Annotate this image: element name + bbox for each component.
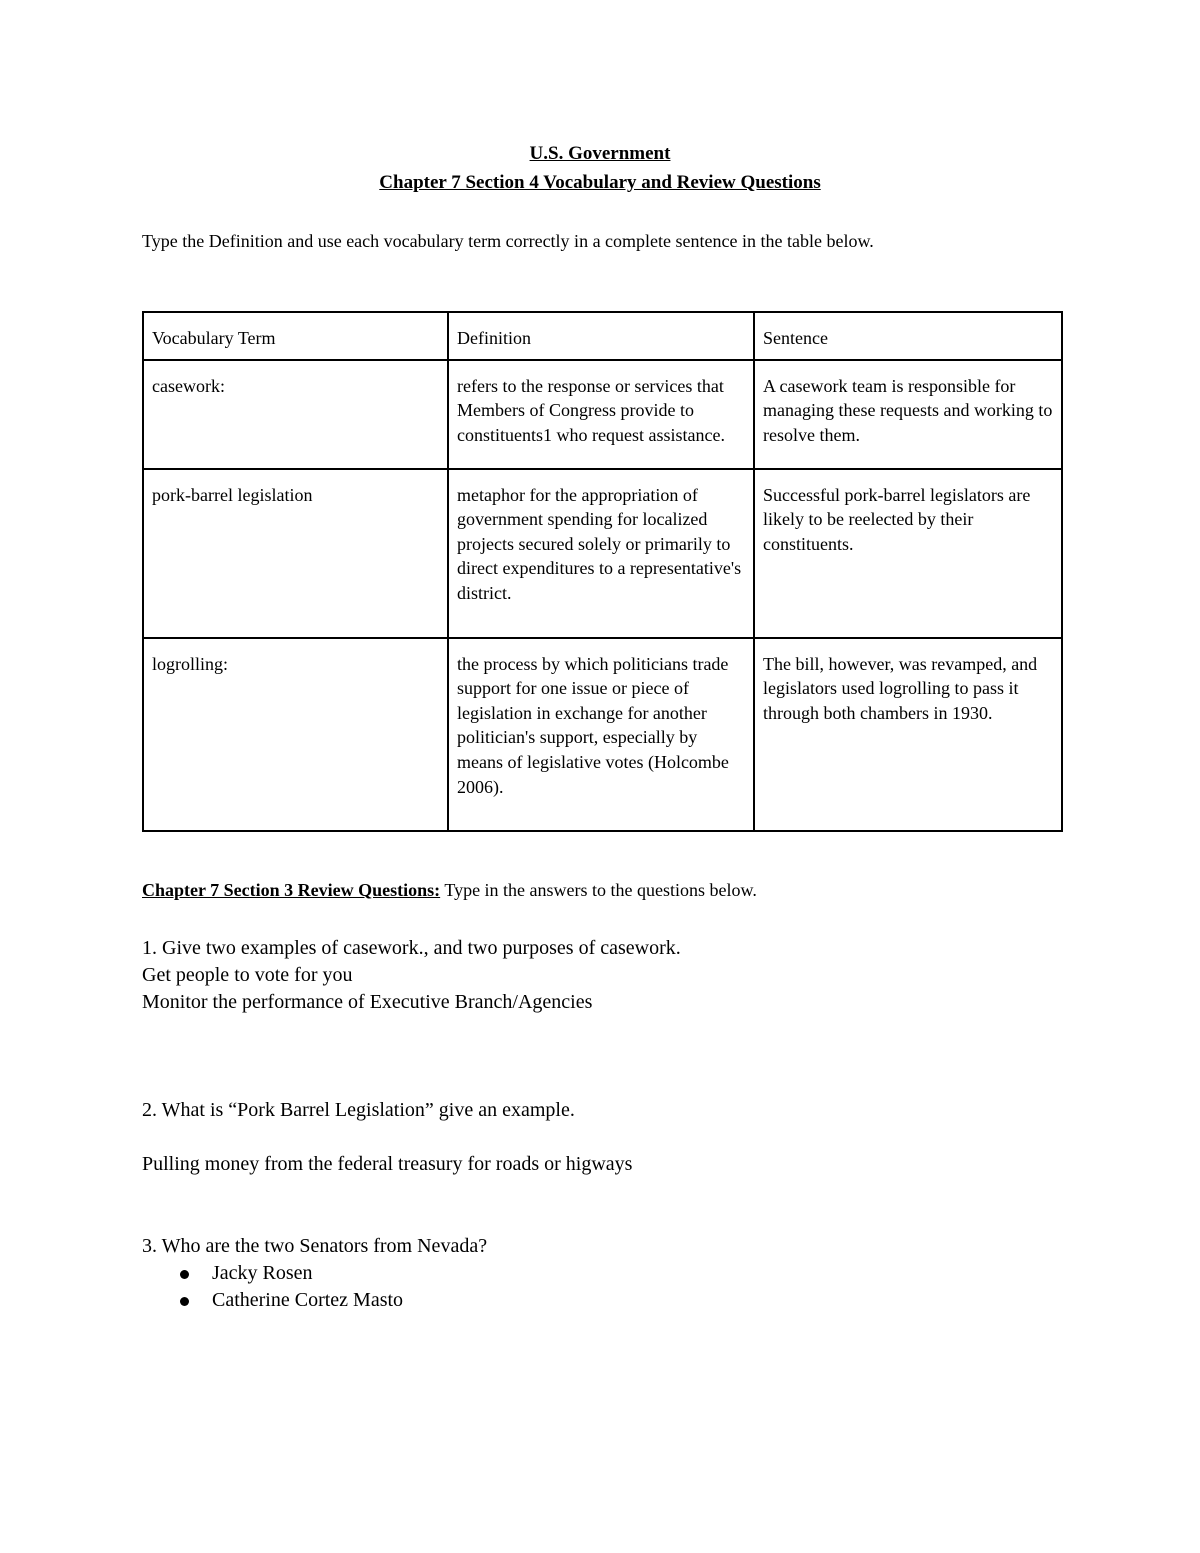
- question-3: 3. Who are the two Senators from Nevada?: [142, 1235, 488, 1257]
- answer-1a: Get people to vote for you: [142, 964, 353, 986]
- senator-name: Jacky Rosen: [212, 1262, 313, 1284]
- definition-cell: the process by which politicians trade support for one issue or piece of legislation in exchange for another politician's support, especially by means of legislative votes (Holcombe 2006).: [448, 638, 754, 831]
- term-cell: logrolling:: [143, 638, 448, 831]
- answer-2: Pulling money from the federal treasury for roads or higways: [142, 1153, 633, 1175]
- senator-name: Catherine Cortez Masto: [212, 1289, 404, 1311]
- sentence-cell: A casework team is responsible for managing these requests and working to resolve them.: [754, 360, 1062, 469]
- table-row: [143, 469, 1062, 638]
- column-header-sentence: Sentence: [754, 312, 1062, 360]
- column-header-definition: Definition: [448, 312, 754, 360]
- table-instructions: Type the Definition and use each vocabulary term correctly in a complete sentence in the table below.: [142, 231, 874, 251]
- definition-cell: refers to the response or services that Members of Congress provide to constituents1 who request assistance.: [448, 360, 754, 469]
- definition-cell: metaphor for the appropriation of government spending for localized projects secured solely or primarily to direct expenditures to a representative's district.: [448, 469, 754, 638]
- bullet-icon: [180, 1270, 189, 1279]
- table-header-row: [143, 312, 1062, 360]
- bullet-icon: [180, 1297, 189, 1306]
- senator-list: [142, 1260, 403, 1314]
- answer-1b: Monitor the performance of Executive Branch/Agencies: [142, 991, 593, 1013]
- column-header-term: Vocabulary Term: [143, 312, 448, 360]
- review-heading: [142, 878, 757, 902]
- question-2: 2. What is “Pork Barrel Legislation” give an example.: [142, 1099, 575, 1121]
- table-row: [143, 638, 1062, 831]
- term-cell: pork-barrel legislation: [143, 469, 448, 638]
- list-item: [142, 1287, 403, 1314]
- table-row: [143, 360, 1062, 469]
- document-subtitle: Chapter 7 Section 4 Vocabulary and Review Questions: [379, 172, 821, 193]
- document-title: U.S. Government: [529, 143, 671, 164]
- sentence-cell: The bill, however, was revamped, and legislators used logrolling to pass it through both chambers in 1930.: [754, 638, 1062, 831]
- vocabulary-table: [142, 311, 1063, 832]
- sentence-cell: Successful pork-barrel legislators are likely to be reelected by their constituents.: [754, 469, 1062, 638]
- review-heading-instructions: Type in the answers to the questions below.: [440, 880, 757, 900]
- term-cell: casework:: [143, 360, 448, 469]
- review-heading-title: Chapter 7 Section 3 Review Questions:: [142, 880, 441, 900]
- list-item: [142, 1260, 403, 1287]
- question-1: 1. Give two examples of casework., and two purposes of casework.: [142, 937, 681, 959]
